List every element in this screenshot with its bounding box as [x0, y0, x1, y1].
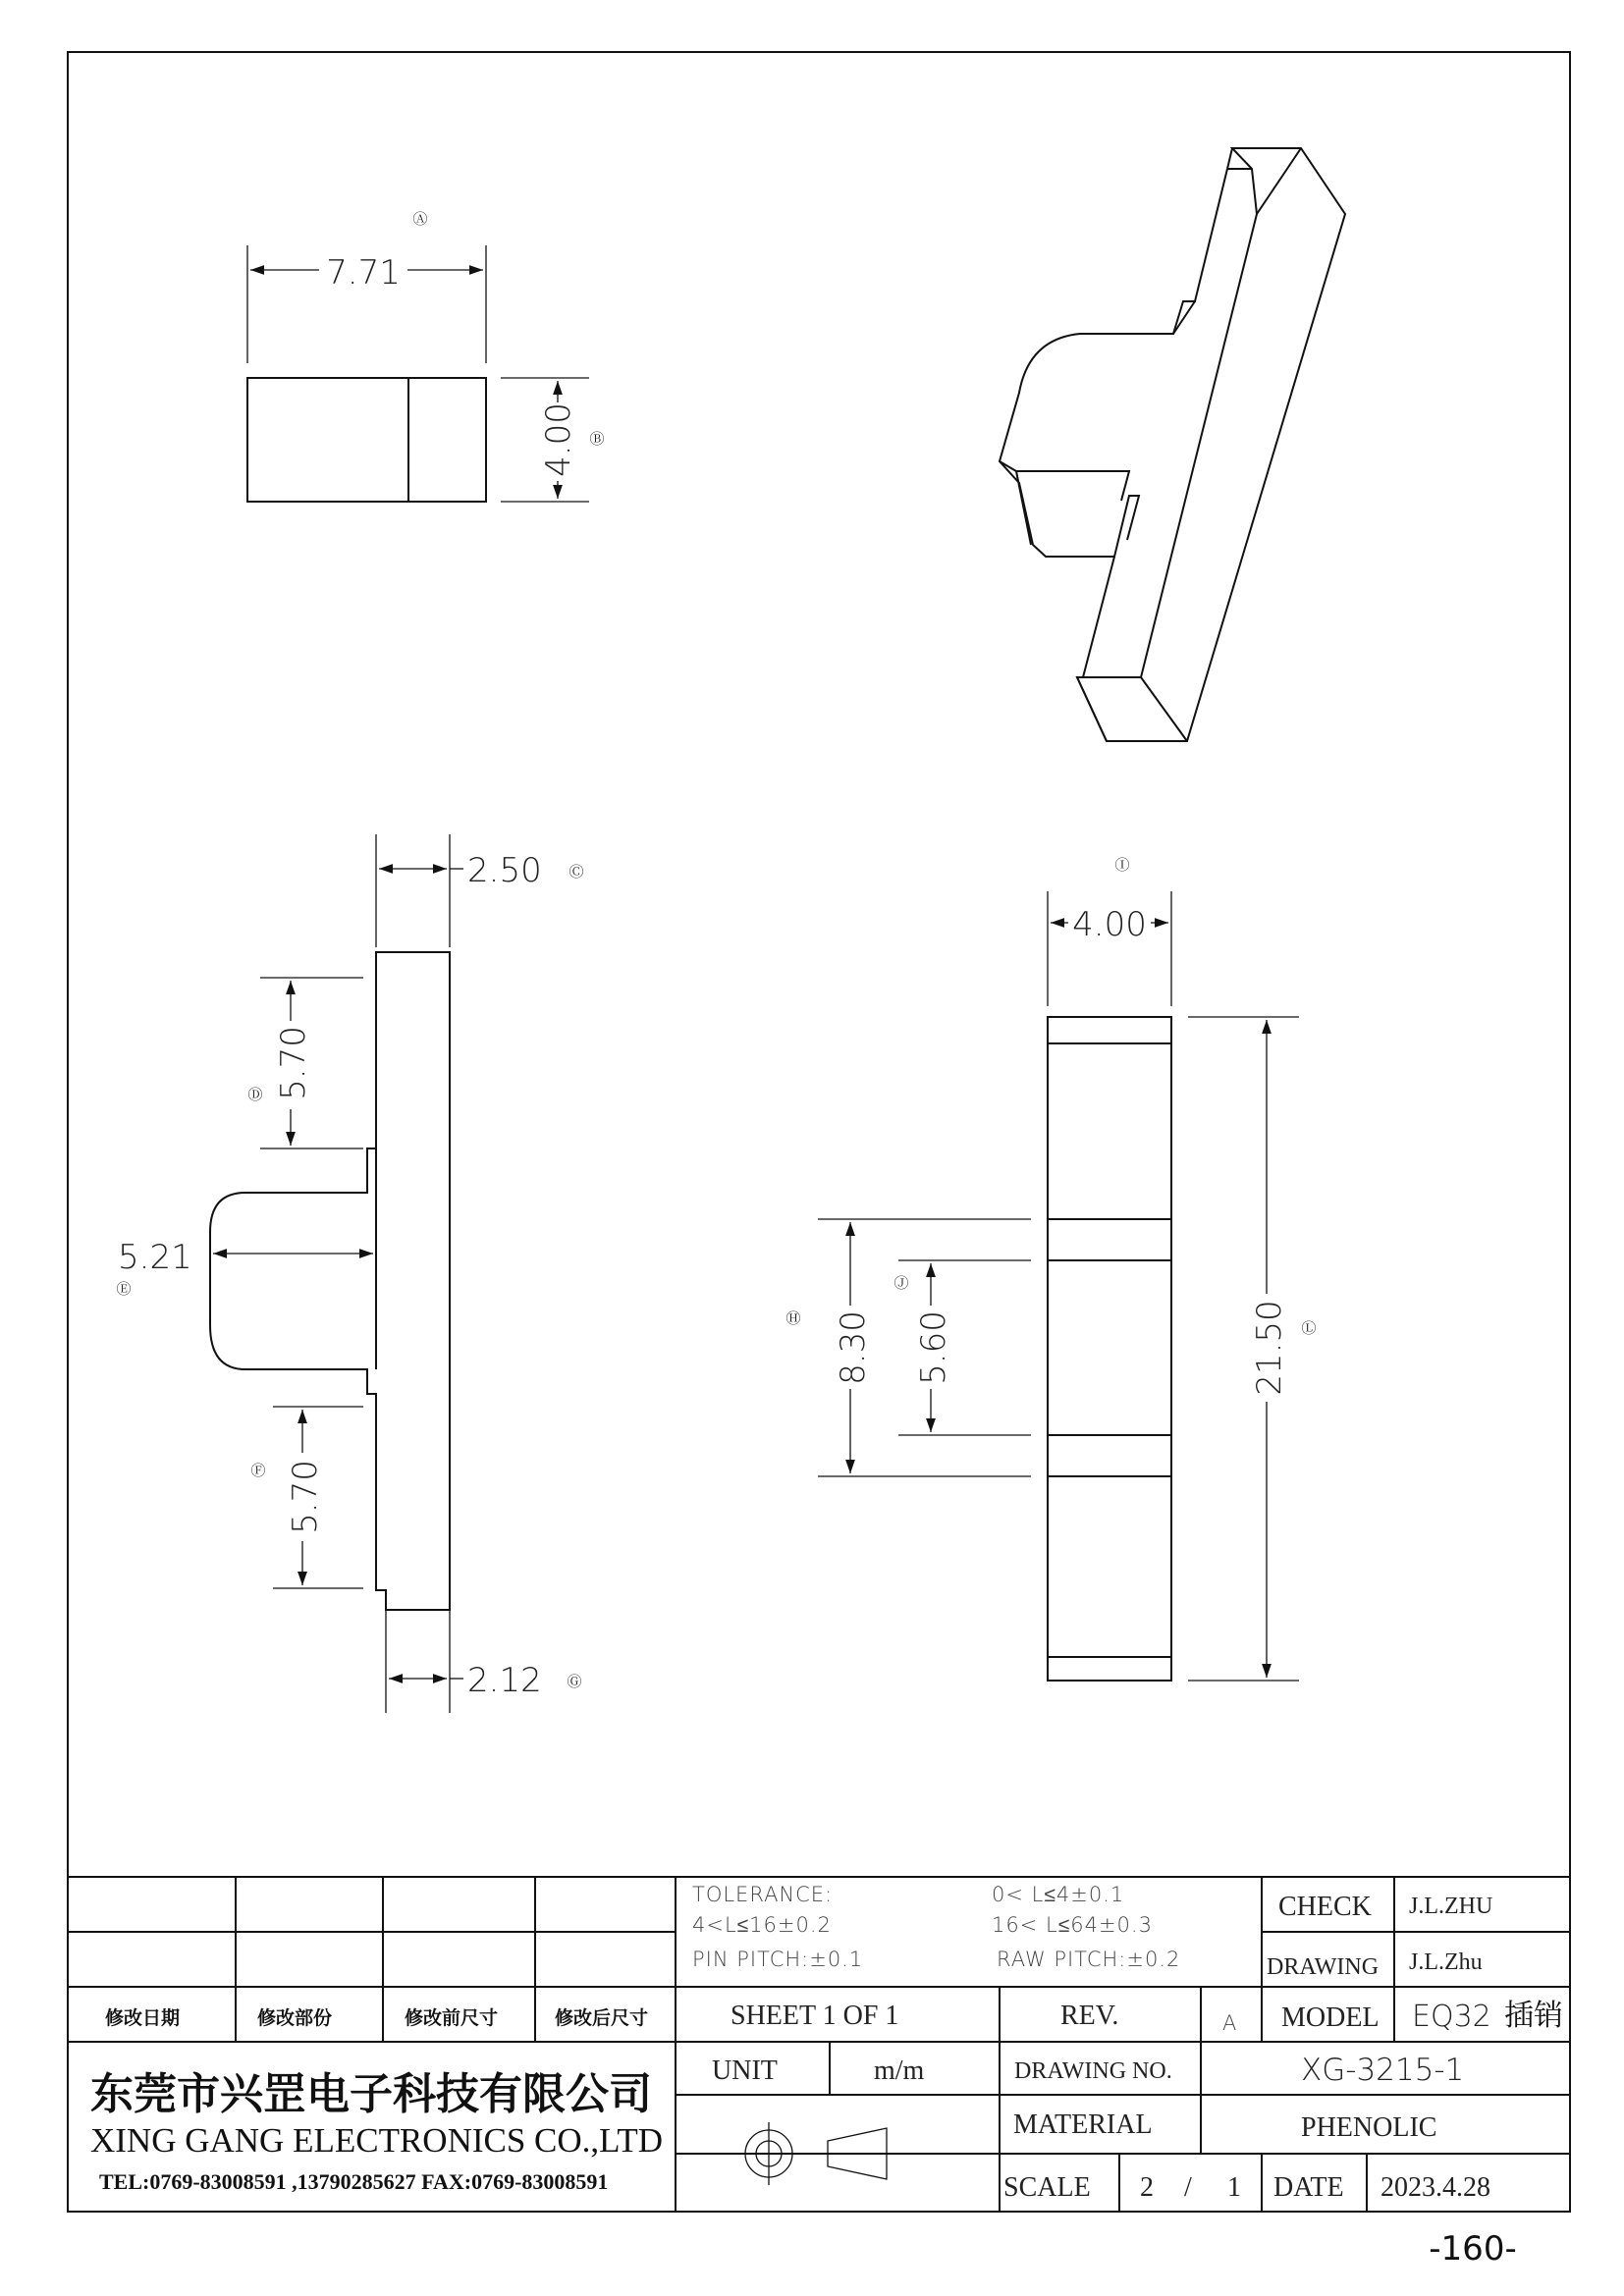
- date-value: 2023.4.28: [1380, 2172, 1490, 2203]
- rev-header-after: 修改后尺寸: [555, 2007, 649, 2029]
- unit-label: UNIT: [712, 2056, 778, 2086]
- sheet-text: SHEET 1 OF 1: [731, 2001, 899, 2031]
- scale-den: 1: [1227, 2172, 1241, 2203]
- label-l: Ⓛ: [1301, 1319, 1317, 1337]
- date-label: DATE: [1273, 2172, 1344, 2203]
- label-j: Ⓙ: [893, 1274, 909, 1292]
- drawing-value: J.L.Zhu: [1409, 1949, 1483, 1975]
- rev-value: A: [1222, 2011, 1238, 2035]
- raw-pitch: RAW PITCH:±0.2: [997, 1948, 1181, 1971]
- drawing-no-value: XG-3215-1: [1301, 2053, 1465, 2088]
- model-code: EQ32: [1412, 2000, 1491, 2034]
- model-label: MODEL: [1281, 2002, 1380, 2033]
- scale-sep: /: [1184, 2172, 1192, 2203]
- label-a: Ⓐ: [412, 210, 428, 228]
- label-c: Ⓒ: [568, 863, 584, 881]
- label-i: Ⓘ: [1114, 856, 1130, 874]
- label-e: Ⓔ: [116, 1280, 132, 1298]
- drawing-no-label: DRAWING NO.: [1014, 2058, 1172, 2084]
- model-name: 插销: [1504, 1999, 1563, 2033]
- check-value: J.L.ZHU: [1409, 1894, 1493, 1919]
- scale-num: 2: [1140, 2172, 1154, 2203]
- title-block: [68, 1877, 1570, 2212]
- label-h: Ⓗ: [785, 1309, 801, 1327]
- isometric-view: [1000, 148, 1345, 741]
- tolerance-label: TOLERANCE:: [692, 1883, 834, 1906]
- tolerance-range-1: 0< L≤4±0.1: [992, 1883, 1125, 1906]
- drawing-label: DRAWING: [1267, 1954, 1380, 1980]
- tolerance-range-3: 16< L≤64±0.3: [992, 1913, 1153, 1937]
- rev-header-before: 修改前尺寸: [405, 2007, 499, 2029]
- label-d: Ⓓ: [247, 1086, 263, 1103]
- dim-2-12: 2.12: [467, 1661, 542, 1700]
- rev-header-date: 修改日期: [105, 2007, 181, 2029]
- dim-4-00-b: 4.00: [539, 402, 578, 477]
- company-cn: 东莞市兴罡电子科技有限公司: [90, 2069, 652, 2119]
- check-label: CHECK: [1278, 1892, 1372, 1922]
- dim-21-50: 21.50: [1250, 1300, 1289, 1396]
- front-view: [785, 856, 1316, 1681]
- dim-8-30: 8.30: [834, 1310, 873, 1385]
- label-f: Ⓕ: [250, 1462, 266, 1479]
- page-number: -160-: [1429, 2229, 1517, 2269]
- scale-label: SCALE: [1003, 2172, 1091, 2203]
- tolerance-range-2: 4<L≤16±0.2: [692, 1913, 832, 1937]
- dim-5-70-d: 5.70: [274, 1026, 313, 1100]
- dim-4-00-i: 4.00: [1072, 905, 1147, 944]
- dim-5-21: 5.21: [118, 1238, 192, 1277]
- unit-value: m/m: [874, 2056, 925, 2086]
- company-contact: TEL:0769-83008591 ,13790285627 FAX:0769-83008591: [99, 2169, 609, 2194]
- label-g: Ⓖ: [567, 1673, 582, 1690]
- dim-7-71: 7.71: [326, 253, 401, 293]
- top-view: [247, 210, 605, 502]
- material-label: MATERIAL: [1013, 2109, 1153, 2140]
- company-en: XING GANG ELECTRONICS CO.,LTD: [90, 2121, 664, 2160]
- dim-5-60: 5.60: [914, 1310, 953, 1385]
- dim-5-70-f: 5.70: [286, 1460, 325, 1534]
- label-b: Ⓑ: [589, 430, 605, 448]
- rev-header-part: 修改部份: [257, 2007, 333, 2029]
- side-view: [116, 834, 583, 1713]
- pin-pitch: PIN PITCH:±0.1: [692, 1948, 864, 1971]
- dim-2-50: 2.50: [467, 851, 542, 890]
- rev-label: REV.: [1060, 2001, 1119, 2031]
- material-value: PHENOLIC: [1301, 2112, 1437, 2143]
